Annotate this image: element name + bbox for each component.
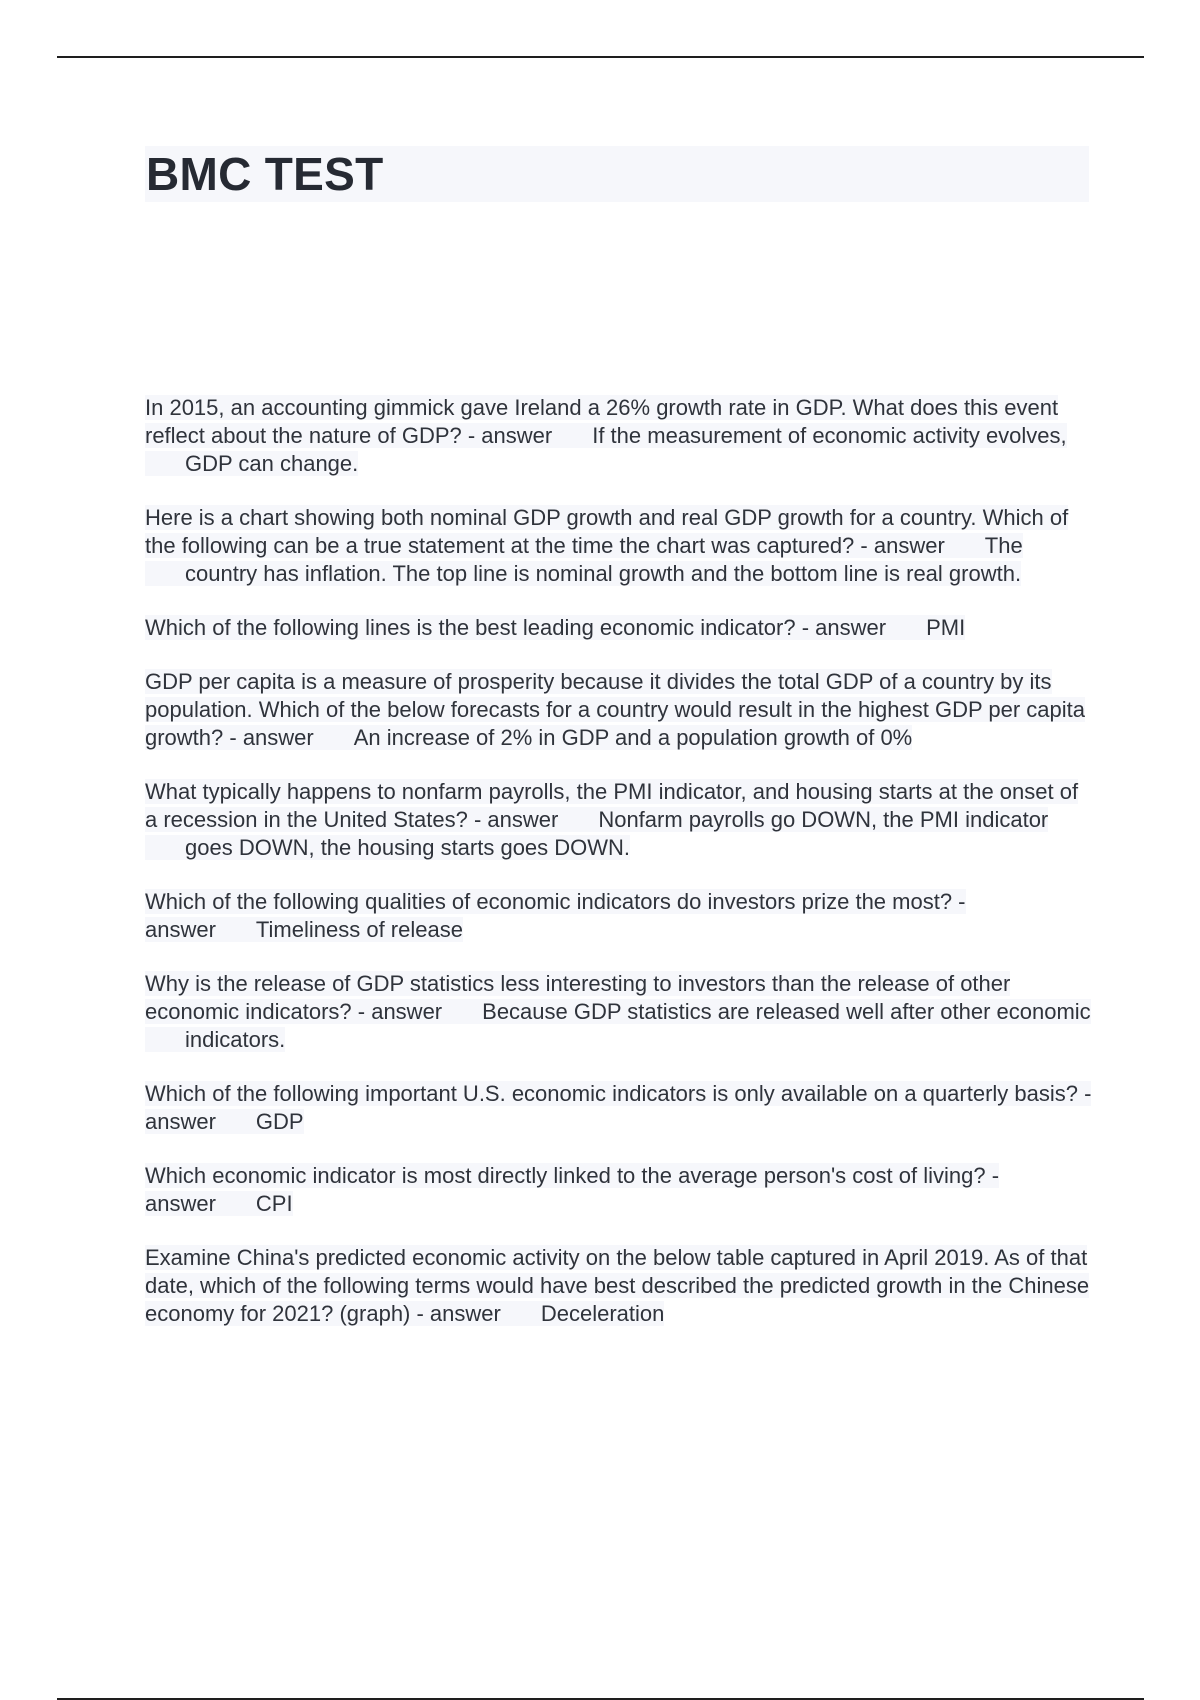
question-text: In 2015, an accounting gimmick gave Ireland a 26% growth rate in GDP. What does this event reflect about the nature of GDP? - answer [145,395,1059,448]
qa-item-2 [145,504,1095,588]
qa-item-5 [145,778,1095,862]
answer-text: CPI [216,1191,293,1216]
question-text: Here is a chart showing both nominal GDP growth and real GDP growth for a country. Which of the following can be a true statement at the time the chart was captured? - answer [145,505,1069,558]
answer-text: An increase of 2% in GDP and a population growth of 0% [314,725,913,750]
answer-text: Timeliness of release [216,917,463,942]
answer-text: Deceleration [501,1301,665,1326]
qa-item-1 [145,394,1095,478]
top-divider [57,56,1144,58]
page-title: BMC TEST [146,148,384,200]
question-text: Which of the following lines is the best leading economic indicator? - answer [145,615,887,640]
qa-list [145,394,1095,1354]
answer-text: Nonfarm payrolls go DOWN, the PMI indicator goes DOWN, the housing starts goes DOWN. [145,807,1048,860]
question-text: Which of the following important U.S. economic indicators is only available on a quarterly basis? - answer [145,1081,1092,1134]
question-text: GDP per capita is a measure of prosperity because it divides the total GDP of a country by its population. Which of the below forecasts for a country would result in the highest GDP per capita growth? - answer [145,669,1085,750]
question-text: What typically happens to nonfarm payrolls, the PMI indicator, and housing starts at the onset of a recession in the United States? - answer [145,779,1079,832]
qa-item-6 [145,888,1095,944]
question-text: Examine China's predicted economic activity on the below table captured in April 2019. As of that date, which of the following terms would have best described the predicted growth in the Chinese economy for 2021? (graph) - answer [145,1245,1090,1326]
question-text: Which of the following qualities of economic indicators do investors prize the most? - answer [145,889,966,942]
question-text: Why is the release of GDP statistics less interesting to investors than the release of other economic indicators? - answer [145,971,1011,1024]
qa-item-4 [145,668,1095,752]
qa-item-3 [145,614,1095,642]
answer-text: The country has inflation. The top line is nominal growth and the bottom line is real growth. [145,533,1023,586]
qa-item-10 [145,1244,1095,1328]
qa-item-7 [145,970,1095,1054]
answer-text: GDP [216,1109,304,1134]
qa-item-9 [145,1162,1095,1218]
question-text: Which economic indicator is most directly linked to the average person's cost of living? - answer [145,1163,1000,1216]
answer-text: Because GDP statistics are released well after other economic indicators. [145,999,1091,1052]
qa-item-8 [145,1080,1095,1136]
answer-text: If the measurement of economic activity evolves, GDP can change. [145,423,1067,476]
answer-text: PMI [886,615,965,640]
